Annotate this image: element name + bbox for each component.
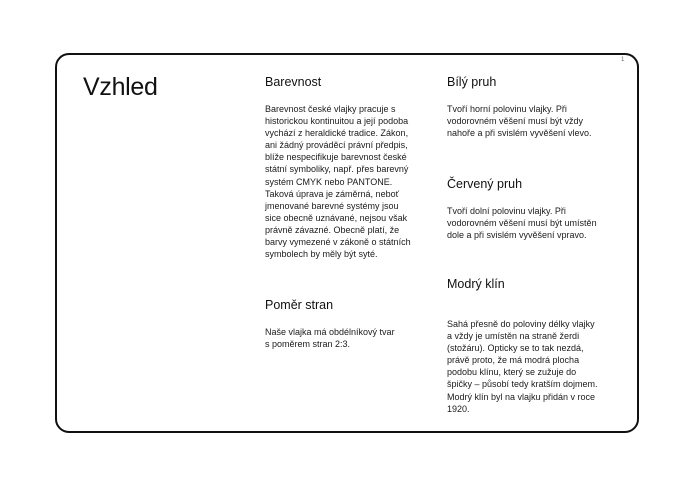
body-line: blíže nespecifikuje barevnost české bbox=[265, 152, 407, 163]
page-title: Vzhled bbox=[83, 73, 158, 101]
body-line: vychází z heraldické tradice. Zákon, bbox=[265, 128, 409, 139]
body-line: Sahá přesně do poloviny délky vlajky bbox=[447, 319, 595, 329]
page-number: 1 bbox=[621, 57, 625, 63]
body-line: Modrý klín byl na vlajku přidán v roce bbox=[447, 391, 596, 402]
section-heading-barevnost: Barevnost bbox=[265, 75, 322, 89]
body-line: Barevnost české vlajky pracuje s bbox=[265, 104, 396, 114]
section-heading-bily-pruh: Bílý pruh bbox=[447, 75, 497, 89]
body-line: (stožáru). Opticky se to tak nezdá, bbox=[447, 343, 584, 354]
body-line: vodorovném věšení musí být umístěn bbox=[447, 218, 597, 229]
body-line: 1920. bbox=[447, 403, 470, 414]
section-body-cerveny-pruh bbox=[447, 205, 597, 241]
body-line: barvy vymezené v zákoně o státních bbox=[265, 237, 411, 248]
body-line: dole a při svislém vyvěšení vpravo. bbox=[447, 230, 587, 241]
body-line: podobu klínu, který se zužuje do bbox=[447, 367, 577, 378]
body-line: a vždy je umístěn na straně žerdi bbox=[447, 331, 580, 342]
body-line: právě proto, že má modrá plocha bbox=[447, 355, 580, 366]
body-line: s poměrem stran 2:3. bbox=[265, 339, 351, 350]
body-line: vodorovném věšení musí být vždy bbox=[447, 116, 584, 127]
section-body-barevnost bbox=[265, 103, 411, 260]
body-line: symbolech by měly být syté. bbox=[265, 249, 378, 260]
body-line: Tvoří horní polovinu vlajky. Při bbox=[447, 104, 567, 114]
body-line: historickou kontinuitou a její podoba bbox=[265, 116, 409, 127]
body-line: jmenované barevné systémy jsou bbox=[265, 200, 399, 211]
body-line: špičky – působí tedy kratším dojmem. bbox=[447, 379, 598, 390]
section-heading-modry-klin: Modrý klín bbox=[447, 277, 505, 291]
section-body-bily-pruh bbox=[447, 103, 592, 139]
section-body-modry-klin bbox=[447, 318, 598, 415]
body-line: systém CMYK nebo PANTONE. bbox=[265, 176, 393, 187]
section-heading-pomer-stran: Poměr stran bbox=[265, 298, 334, 312]
body-line: sice obecně uznávané, nejsou však bbox=[265, 212, 408, 223]
body-line: ani žádný prováděcí právní předpis, bbox=[265, 140, 408, 151]
body-line: Taková úprava je záměrná, neboť bbox=[265, 188, 399, 199]
body-line: státní symboliky, např. přes barevný bbox=[265, 164, 409, 175]
section-heading-cerveny-pruh: Červený pruh bbox=[447, 177, 523, 191]
section-body-pomer-stran bbox=[265, 326, 395, 350]
body-line: Naše vlajka má obdélníkový tvar bbox=[265, 327, 395, 337]
body-line: nahoře a při svislém vyvěšení vlevo. bbox=[447, 128, 592, 139]
body-line: právně závazné. Obecně platí, že bbox=[265, 224, 400, 235]
body-line: Tvoří dolní polovinu vlajky. Při bbox=[447, 206, 566, 216]
